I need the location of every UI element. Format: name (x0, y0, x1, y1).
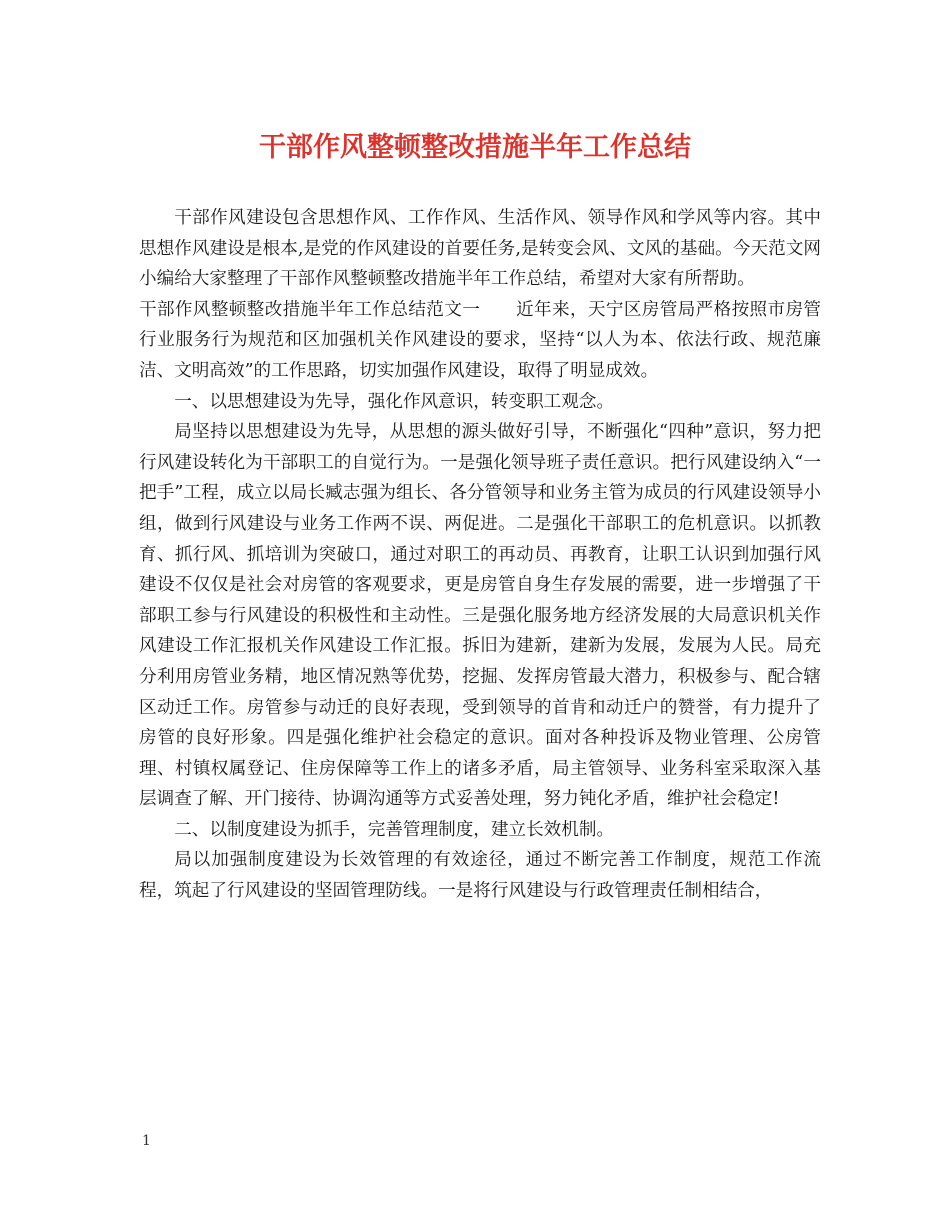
paragraph-section-one: 局坚持以思想建设为先导，从思想的源头做好引导，不断强化“四种”意识，努力把行风建设转化为干部职工的自觉行为。一是强化领导班子责任意识。把行风建设纳入“一把手”工程，成立以局长臧志强为组长、各分管领导和业务主管为成员的行风建设领导小组，做到行风建设与业务工作两不误、两促进。二是强化干部职工的危机意识。以抓教育、抓行风、抓培训为突破口，通过对职工的再动员、再教育，让职工认识到加强行风建设不仅仅是社会对房管的客观要求，更是房管自身生存发展的需要，进一步增强了干部职工参与行风建设的积极性和主动性。三是强化服务地方经济发展的大局意识机关作风建设工作汇报机关作风建设工作汇报。拆旧为建新，建新为发展，发展为人民。局充分利用房管业务精，地区情况熟等优势，挖掘、发挥房管最大潜力，积极参与、配合辖区动迁工作。房管参与动迁的良好表现，受到领导的首肯和动迁户的赞誉，有力提升了房管的良好形象。四是强化维护社会稳定的意识。面对各种投诉及物业管理、公房管理、村镇权属登记、住房保障等工作上的诸多矛盾，局主管领导、业务科室采取深入基层调查了解、开门接待、协调沟通等方式妥善处理，努力钝化矛盾，维护社会稳定! (139, 422, 821, 810)
section-heading-one: 一、以思想建设为先导，强化作风意识，转变职工观念。 (174, 391, 615, 412)
paragraph-sample-one: 干部作风整顿整改措施半年工作总结范文一 近年来，天宁区房管局严格按照市房管行业服务行为规范和区加强机关作风建设的要求，坚持“以人为本、依法行政、规范廉洁、文明高效”的工作思路，切实加强作风建设，取得了明显成效。 (139, 299, 821, 381)
paragraph-intro: 干部作风建设包含思想作风、工作作风、生活作风、领导作风和学风等内容。其中思想作风建设是根本,是党的作风建设的首要任务,是转变会风、文风的基础。今天范文网小编给大家整理了干部作风整顿整改措施半年工作总结，希望对大家有所帮助。 (139, 208, 821, 290)
section-heading-two: 二、以制度建设为抓手，完善管理制度，建立长效机制。 (174, 819, 615, 840)
page-number: 1 (142, 1133, 151, 1149)
paragraph-section-two: 局以加强制度建设为长效管理的有效途径，通过不断完善工作制度，规范工作流程，筑起了行风建设的坚固管理防线。一是将行风建设与行政管理责任制相结合， (139, 850, 821, 902)
document-title: 干部作风整顿整改措施半年工作总结 (259, 132, 691, 163)
document-body (139, 203, 821, 907)
